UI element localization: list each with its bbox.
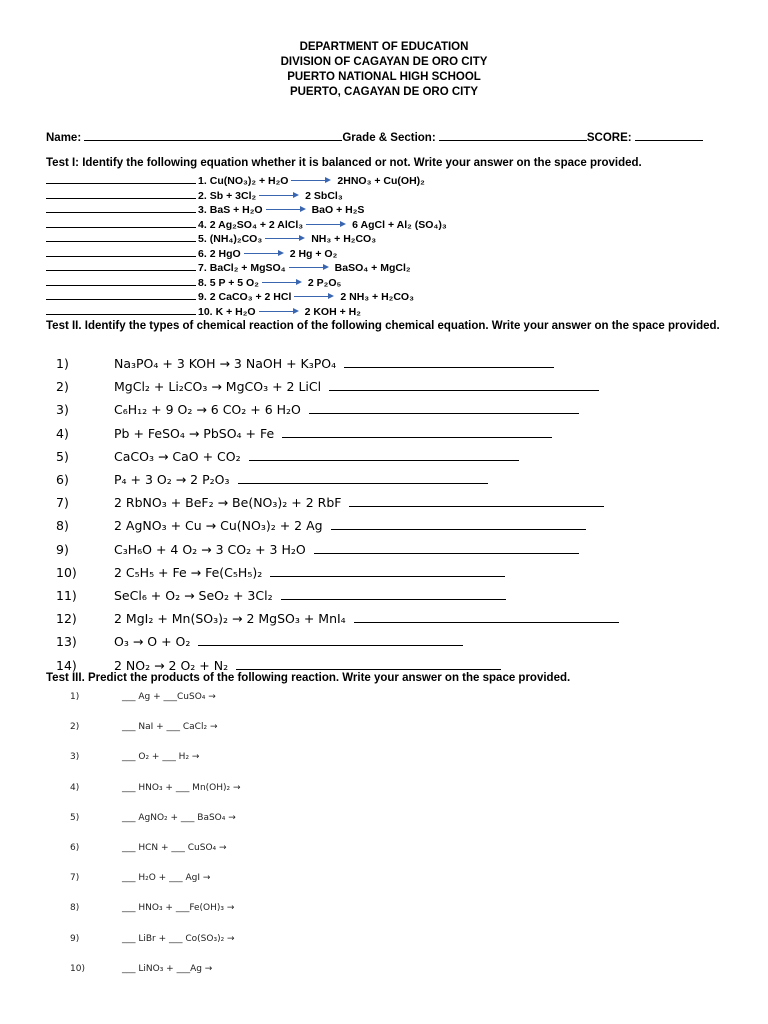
answer-blank[interactable] bbox=[314, 540, 579, 554]
chemical-equation: Pb + FeSO₄ → PbSO₄ + Fe bbox=[114, 425, 275, 441]
item-number: 6) bbox=[70, 843, 80, 853]
item-number: 10) bbox=[70, 963, 85, 974]
test1-item bbox=[46, 260, 411, 274]
item-number: 8) bbox=[70, 903, 80, 914]
answer-blank[interactable] bbox=[198, 632, 463, 646]
item-number: 3) bbox=[70, 752, 80, 763]
test3-item bbox=[70, 903, 234, 917]
answer-blank[interactable] bbox=[270, 563, 505, 577]
test2-item bbox=[56, 470, 488, 490]
item-number: 2) bbox=[56, 379, 69, 395]
test2-item bbox=[56, 424, 552, 444]
test2-item bbox=[56, 586, 506, 606]
equation-products: 2 KOH + H₂ bbox=[304, 305, 361, 318]
reaction-prompt: ___ HCN + ___ CuSO₄ → bbox=[122, 843, 227, 853]
answer-blank[interactable] bbox=[282, 424, 552, 438]
test3-item bbox=[70, 692, 216, 706]
test1-item bbox=[46, 275, 341, 289]
answer-blank[interactable] bbox=[329, 377, 599, 391]
test3-item bbox=[70, 813, 236, 827]
reaction-prompt: ___ LiBr + ___ Co(SO₃)₂ → bbox=[122, 933, 235, 944]
test2-item bbox=[56, 400, 579, 420]
reaction-prompt: ___ NaI + ___ CaCl₂ → bbox=[122, 722, 218, 733]
item-number: 5. bbox=[198, 233, 207, 245]
item-number: 8) bbox=[56, 518, 69, 534]
equation-reactants: 2 CaCO₃ + 2 HCl bbox=[209, 291, 292, 303]
equation-reactants: 5 P + 5 O₂ bbox=[209, 276, 259, 289]
equation-products: 2 NH₃ + H₂CO₃ bbox=[340, 291, 414, 303]
answer-blank[interactable] bbox=[46, 202, 196, 213]
item-number: 3) bbox=[56, 402, 69, 418]
answer-blank[interactable] bbox=[46, 231, 196, 242]
test3-item bbox=[70, 964, 212, 978]
answer-blank[interactable] bbox=[249, 447, 519, 461]
test1-item bbox=[46, 289, 414, 303]
reaction-prompt: ___ Ag + ___CuSO₄ → bbox=[122, 692, 216, 702]
test2-heading: Test II. Identify the types of chemical reaction of the following chemical equation. Write your answer on the space provided. bbox=[46, 320, 720, 332]
arrow-icon bbox=[294, 293, 334, 301]
reaction-prompt: ___ AgNO₂ + ___ BaSO₄ → bbox=[122, 812, 236, 823]
arrow-icon bbox=[262, 279, 302, 287]
equation-reactants: 2 Ag₂SO₄ + 2 AlCl₃ bbox=[209, 218, 304, 231]
equation-reactants: (NH₄)₂CO₃ bbox=[209, 233, 263, 245]
equation-products: 2 Hg + O₂ bbox=[289, 247, 338, 260]
test2-item bbox=[56, 377, 599, 397]
test1-item bbox=[46, 173, 425, 187]
item-number: 1) bbox=[56, 356, 69, 371]
header-address: PUERTO, CAGAYAN DE ORO CITY bbox=[289, 86, 479, 98]
chemical-equation: C₃H₆O + 4 O₂ → 3 CO₂ + 3 H₂O bbox=[114, 541, 306, 557]
score-blank[interactable] bbox=[635, 129, 703, 141]
item-number: 9) bbox=[56, 541, 69, 557]
test2-item bbox=[56, 563, 505, 583]
grade-section-label: Grade & Section: bbox=[342, 132, 436, 144]
answer-blank[interactable] bbox=[46, 246, 196, 257]
item-number: 10. bbox=[198, 305, 213, 318]
item-number: 2) bbox=[70, 722, 80, 733]
reaction-prompt: ___ HNO₃ + ___Fe(OH)₃ → bbox=[122, 903, 235, 914]
arrow-icon bbox=[259, 192, 299, 200]
test3-item bbox=[70, 783, 241, 797]
answer-blank[interactable] bbox=[344, 354, 554, 368]
answer-blank[interactable] bbox=[309, 400, 579, 414]
equation-products: 2 P₂O₅ bbox=[307, 276, 342, 289]
test2-item bbox=[56, 516, 586, 536]
item-number: 3. bbox=[198, 204, 207, 216]
item-number: 11) bbox=[56, 588, 77, 603]
name-label: Name: bbox=[46, 132, 82, 144]
equation-products: 2 SbCl₃ bbox=[305, 189, 343, 202]
header-division: DIVISION OF CAGAYAN DE ORO CITY bbox=[280, 56, 488, 68]
arrow-icon bbox=[289, 264, 329, 272]
test3-item bbox=[70, 934, 235, 948]
answer-blank[interactable] bbox=[236, 656, 501, 670]
equation-reactants: BaS + H₂O bbox=[209, 204, 263, 216]
equation-products: NH₃ + H₂CO₃ bbox=[311, 233, 377, 245]
arrow-icon bbox=[306, 221, 346, 229]
item-number: 4. bbox=[198, 218, 207, 231]
test2-item bbox=[56, 493, 604, 513]
equation-products: 2HNO₃ + Cu(OH)₂ bbox=[337, 175, 425, 187]
item-number: 1. bbox=[198, 175, 207, 187]
header-school: PUERTO NATIONAL HIGH SCHOOL bbox=[287, 71, 481, 83]
answer-blank[interactable] bbox=[46, 217, 196, 228]
chemical-equation: 2 AgNO₃ + Cu → Cu(NO₃)₂ + 2 Ag bbox=[114, 518, 323, 534]
test1-item bbox=[46, 202, 364, 216]
item-number: 7) bbox=[70, 873, 80, 884]
test2-item bbox=[56, 354, 554, 374]
answer-blank[interactable] bbox=[238, 470, 488, 484]
test2-item bbox=[56, 609, 619, 629]
test2-item bbox=[56, 447, 519, 467]
chemical-equation: Na₃PO₄ + 3 KOH → 3 NaOH + K₃PO₄ bbox=[114, 356, 337, 371]
answer-blank[interactable] bbox=[354, 609, 619, 623]
score-label: SCORE: bbox=[586, 132, 632, 144]
item-number: 4) bbox=[70, 782, 80, 793]
test1-heading: Test I: Identify the following equation whether it is balanced or not. Write your answer on the space provided. bbox=[46, 157, 642, 169]
chemical-equation: 2 NO₂ → 2 O₂ + N₂ bbox=[114, 657, 229, 673]
equation-reactants: K + H₂O bbox=[215, 305, 256, 318]
arrow-icon bbox=[244, 250, 284, 258]
item-number: 5) bbox=[70, 812, 80, 823]
answer-blank[interactable] bbox=[46, 173, 196, 184]
equation-products: BaSO₄ + MgCl₂ bbox=[334, 262, 411, 274]
equation-reactants: Sb + 3Cl₂ bbox=[209, 189, 257, 202]
arrow-icon bbox=[266, 206, 306, 214]
chemical-equation: MgCl₂ + Li₂CO₃ → MgCO₃ + 2 LiCl bbox=[114, 379, 322, 395]
item-number: 9) bbox=[70, 933, 80, 944]
item-number: 13) bbox=[56, 634, 77, 650]
answer-blank[interactable] bbox=[46, 289, 196, 300]
reaction-prompt: ___ O₂ + ___ H₂ → bbox=[122, 752, 200, 763]
item-number: 7. bbox=[198, 262, 207, 274]
item-number: 5) bbox=[56, 448, 69, 464]
item-number: 12) bbox=[56, 611, 77, 627]
header-department: DEPARTMENT OF EDUCATION bbox=[299, 41, 469, 53]
answer-blank[interactable] bbox=[349, 493, 604, 507]
chemical-equation: 2 C₅H₅ + Fe → Fe(C₅H₅)₂ bbox=[114, 564, 263, 580]
item-number: 4) bbox=[56, 425, 69, 441]
name-blank[interactable] bbox=[84, 129, 342, 141]
test1-item bbox=[46, 304, 361, 318]
chemical-equation: P₄ + 3 O₂ → 2 P₂O₃ bbox=[114, 472, 230, 487]
item-number: 14) bbox=[56, 657, 77, 673]
arrow-icon bbox=[291, 177, 331, 185]
item-number: 1) bbox=[70, 692, 80, 702]
test1-item bbox=[46, 246, 337, 260]
equation-reactants: Cu(NO₃)₂ + H₂O bbox=[209, 175, 289, 187]
reaction-prompt: ___ HNO₃ + ___ Mn(OH)₂ → bbox=[122, 782, 241, 793]
chemical-equation: SeCl₆ + O₂ → SeO₂ + 3Cl₂ bbox=[114, 588, 273, 603]
test3-item bbox=[70, 843, 227, 857]
answer-blank[interactable] bbox=[46, 260, 196, 271]
item-number: 6) bbox=[56, 472, 69, 487]
chemical-equation: 2 MgI₂ + Mn(SO₃)₂ → 2 MgSO₃ + MnI₄ bbox=[114, 611, 346, 627]
student-info-line bbox=[46, 129, 703, 144]
test3-item bbox=[70, 752, 199, 766]
item-number: 8. bbox=[198, 276, 207, 289]
answer-blank[interactable] bbox=[46, 275, 196, 286]
test1-item bbox=[46, 217, 447, 231]
item-number: 9. bbox=[198, 291, 207, 303]
arrow-icon bbox=[259, 308, 299, 316]
equation-products: BaO + H₂S bbox=[311, 204, 365, 216]
test3-item bbox=[70, 722, 217, 736]
chemical-equation: O₃ → O + O₂ bbox=[114, 634, 191, 650]
chemical-equation: CaCO₃ → CaO + CO₂ bbox=[114, 448, 241, 464]
reaction-prompt: ___ H₂O + ___ AgI → bbox=[122, 873, 211, 884]
arrow-icon bbox=[265, 235, 305, 243]
answer-blank[interactable] bbox=[46, 304, 196, 315]
equation-reactants: 2 HgO bbox=[209, 247, 241, 260]
test1-item bbox=[46, 231, 376, 245]
equation-products: 6 AgCl + Al₂ (SO₄)₃ bbox=[352, 218, 447, 231]
item-number: 2. bbox=[198, 189, 207, 202]
reaction-prompt: ___ LiNO₃ + ___Ag → bbox=[122, 963, 213, 974]
document-header bbox=[0, 40, 768, 100]
test3-item bbox=[70, 873, 210, 887]
grade-section-blank[interactable] bbox=[439, 129, 587, 141]
answer-blank[interactable] bbox=[331, 516, 586, 530]
answer-blank[interactable] bbox=[46, 188, 196, 199]
test2-item bbox=[56, 540, 579, 560]
item-number: 10) bbox=[56, 564, 77, 580]
test1-item bbox=[46, 188, 343, 202]
test2-item bbox=[56, 632, 463, 652]
chemical-equation: C₆H₁₂ + 9 O₂ → 6 CO₂ + 6 H₂O bbox=[114, 402, 301, 418]
test3-heading: Test III. Predict the products of the following reaction. Write your answer on the space provided. bbox=[46, 672, 571, 684]
item-number: 6. bbox=[198, 247, 207, 260]
answer-blank[interactable] bbox=[281, 586, 506, 600]
chemical-equation: 2 RbNO₃ + BeF₂ → Be(NO₃)₂ + 2 RbF bbox=[114, 495, 342, 511]
item-number: 7) bbox=[56, 495, 69, 511]
equation-reactants: BaCl₂ + MgSO₄ bbox=[209, 262, 286, 274]
